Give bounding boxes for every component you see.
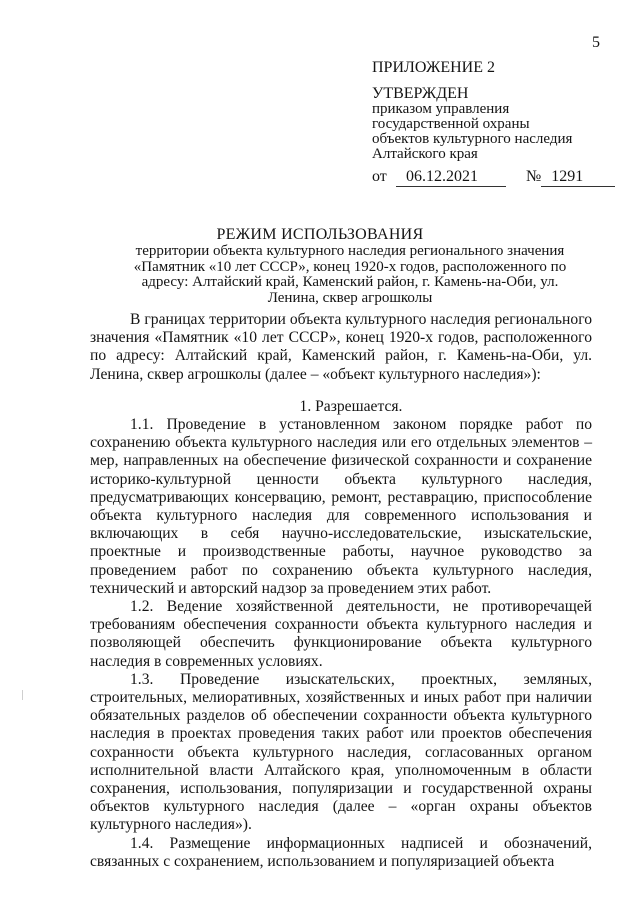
item-paragraph: 1.1. Проведение в установленном законом порядке работ по сохранению объекта культурного наследия или его отдельных элементов – мер, направленных на обеспечение физической сохранности и сохранение историко-культурной ценности объекта культурного наследия, предусматривающих консервацию, ремонт, реставрацию, приспособление объекта культурного наследия для современного использования и включающих в себя научно-исследовательские, изыскательские, проектные и производственные работы, научное руководство за проведением работ по сохранению объекта культурного наследия, технический и авторский надзор за проведением этих работ. <box>90 416 592 597</box>
approval-block <box>372 60 615 187</box>
approval-line: приказом управления <box>372 101 510 117</box>
approval-line: государственной охраны <box>372 116 530 132</box>
margin-mark <box>22 690 23 700</box>
document-title: РЕЖИМ ИСПОЛЬЗОВАНИЯ <box>216 226 424 243</box>
document-body <box>90 311 592 871</box>
item-paragraph: 1.3. Проведение изыскательских, проектных, земляных, строительных, мелиоративных, хозяйственных и иных работ при наличии обязательных разделов об обеспечении сохранности объекта культурного наследия в проектах проведения таких работ или проектов обеспечения сохранности объекта культурного наследия, согласованных органом исполнительной власти Алтайского края, уполномоченным в области сохранения, использования, популяризации и государственной охраны объектов культурного наследия (далее – «орган охраны объектов культурного наследия»). <box>90 670 592 834</box>
page-number: 5 <box>592 34 600 51</box>
order-date: 06.12.2021 <box>396 168 506 187</box>
approval-line: Алтайского края <box>372 146 478 162</box>
intro-paragraph: В границах территории объекта культурного наследия регионального значения «Памятник «10 лет СССР», конец 1920-х годов, расположенного по адресу: Алтайский край, Каменский район, г. Камень-на-Оби, ул. Ленина, сквер агрошколы (далее – «объект культурного наследия»): <box>90 311 592 383</box>
appendix-label: ПРИЛОЖЕНИЕ 2 <box>372 59 496 76</box>
approved-label: УТВЕРЖДЕН <box>372 85 469 102</box>
order-date-number <box>372 168 615 187</box>
order-number: 1291 <box>541 168 615 187</box>
item-paragraph: 1.2. Ведение хозяйственной деятельности, не противоречащей требованиям обеспечения сохранности объекта культурного наследия и позволяющей обеспечить функционирование объекта культурного наследия в современных условиях. <box>90 598 592 670</box>
number-label: № <box>526 168 542 185</box>
item-paragraph: 1.4. Размещение информационных надписей и обозначений, связанных с сохранением, использованием и популяризацией объекта <box>90 834 592 870</box>
from-label: от <box>372 168 387 185</box>
approval-line: объектов культурного наследия <box>372 131 573 147</box>
document-subtitle: территории объекта культурного наследия регионального значения «Памятник «10 лет СССР», конец 1920-х годов, расположенного по адресу: Алтайский край, Каменский район, г. Камень-на-Оби, ул. Ленина, сквер агрошколы <box>133 243 567 306</box>
section-title: 1. Разрешается. <box>299 397 403 415</box>
